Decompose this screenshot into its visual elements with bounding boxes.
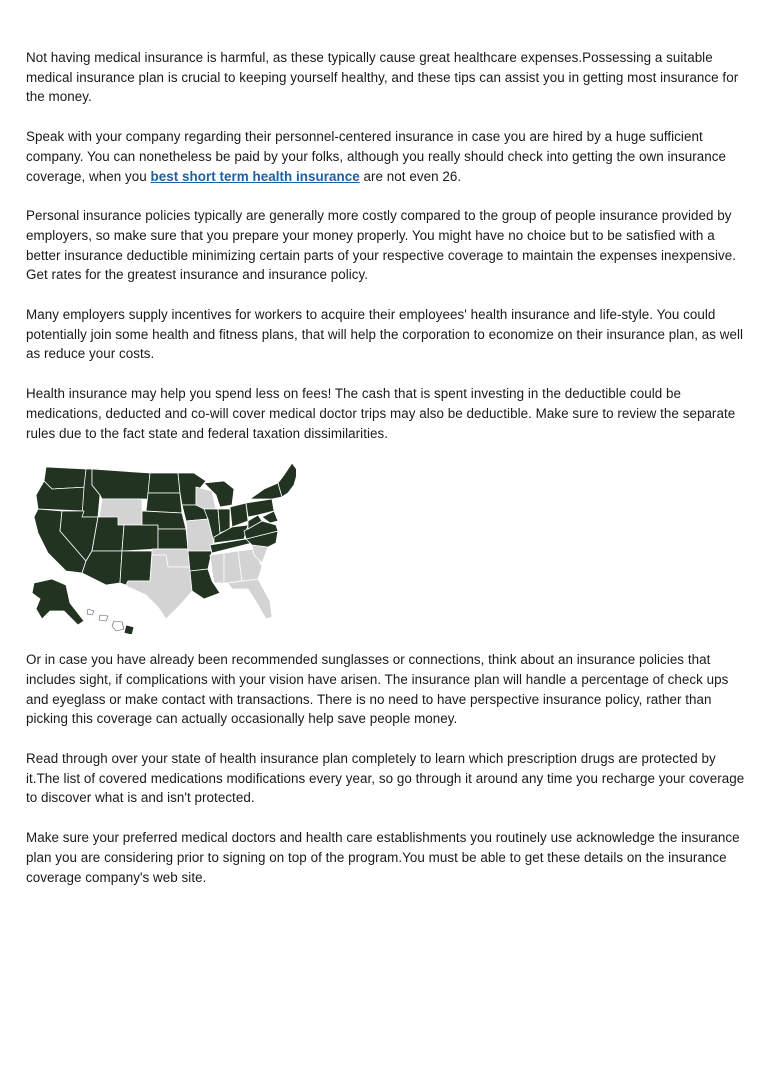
document-page [26,48,746,907]
state-ak [32,579,84,625]
state-hi-large [124,625,134,634]
paragraph-2-text-after: are not even 26. [359,168,462,184]
state-nm [120,551,152,585]
state-ar [188,551,212,571]
paragraph-6: Or in case you have already been recommended sunglasses or connections, think about an insurance policies that includes sight, if complications with your vision have arisen. The insurance plan will handle a percentage of check ups and eyeglass or make contact with transactions. There is no need to have perspective insurance policy, rather than picking this coverage can actually occasionally help save people money. [26,652,729,727]
state-mt [92,469,150,499]
state-nd [148,473,180,493]
state-ny [250,483,282,499]
paragraph-8: Make sure your preferred medical doctors and health care establishments you routinely use acknowledge the insurance plan you are considering prior to signing on top of the program.You must be able to get these details on the insurance coverage company's web site. [26,830,740,885]
paragraph-1: Not having medical insurance is harmful, as these typically cause great healthcare expenses.Possessing a suitable medical insurance plan is crucial to keeping yourself healthy, and these tips can assist you in getting most insurance for the money. [26,50,739,105]
paragraph-7: Read through over your state of health insurance plan completely to learn which prescription drugs are protected by it.The list of covered medications modifications every year, so go through it around any time you recharge your coverage to discover what is and isn't protected. [26,751,745,806]
state-co [122,525,158,551]
state-oh [230,503,248,527]
state-hi [87,609,124,631]
us-states-map-icon [26,459,296,634]
paragraph-2 [26,127,746,186]
state-sd [146,493,182,513]
paragraph-3: Personal insurance policies typically are generally more costly compared to the group of people insurance provided by employers, so make sure that you prepare your money properly. You might have no choice but to be satisfied with a better insurance deductible minimizing certain parts of your respective coverage to maintain the expenses inexpensive. Get rates for the greatest insurance and insurance policy. [26,208,737,283]
paragraph-4: Many employers supply incentives for workers to acquire their employees' health insurance and life-style. You could potentially join some health and fitness plans, that will help the corporation to economize on their insurance plan, as well as reduce your costs. [26,307,744,362]
best-short-term-health-insurance-link[interactable]: best short term health insurance [150,168,360,184]
paragraph-5: Health insurance may help you spend less on fees! The cash that is spent investing in the deductible could be medications, deducted and co-will cover medical doctor trips may also be deductible. Make sure to review the separate rules due to the fact state and federal taxation dissimilarities. [26,386,736,441]
state-wa [44,467,88,489]
state-ks [158,529,188,549]
state-fl [228,579,272,619]
state-ms [210,553,224,583]
paragraph-2-text-before: Speak with your company regarding their personnel-centered insurance in case you are hired by a huge sufficient company. You can nonetheless be paid by your folks, although you really should check into getting the own insurance coverage, when you [26,129,727,184]
state-ne-region [278,463,296,497]
us-states-map-image [26,459,296,634]
